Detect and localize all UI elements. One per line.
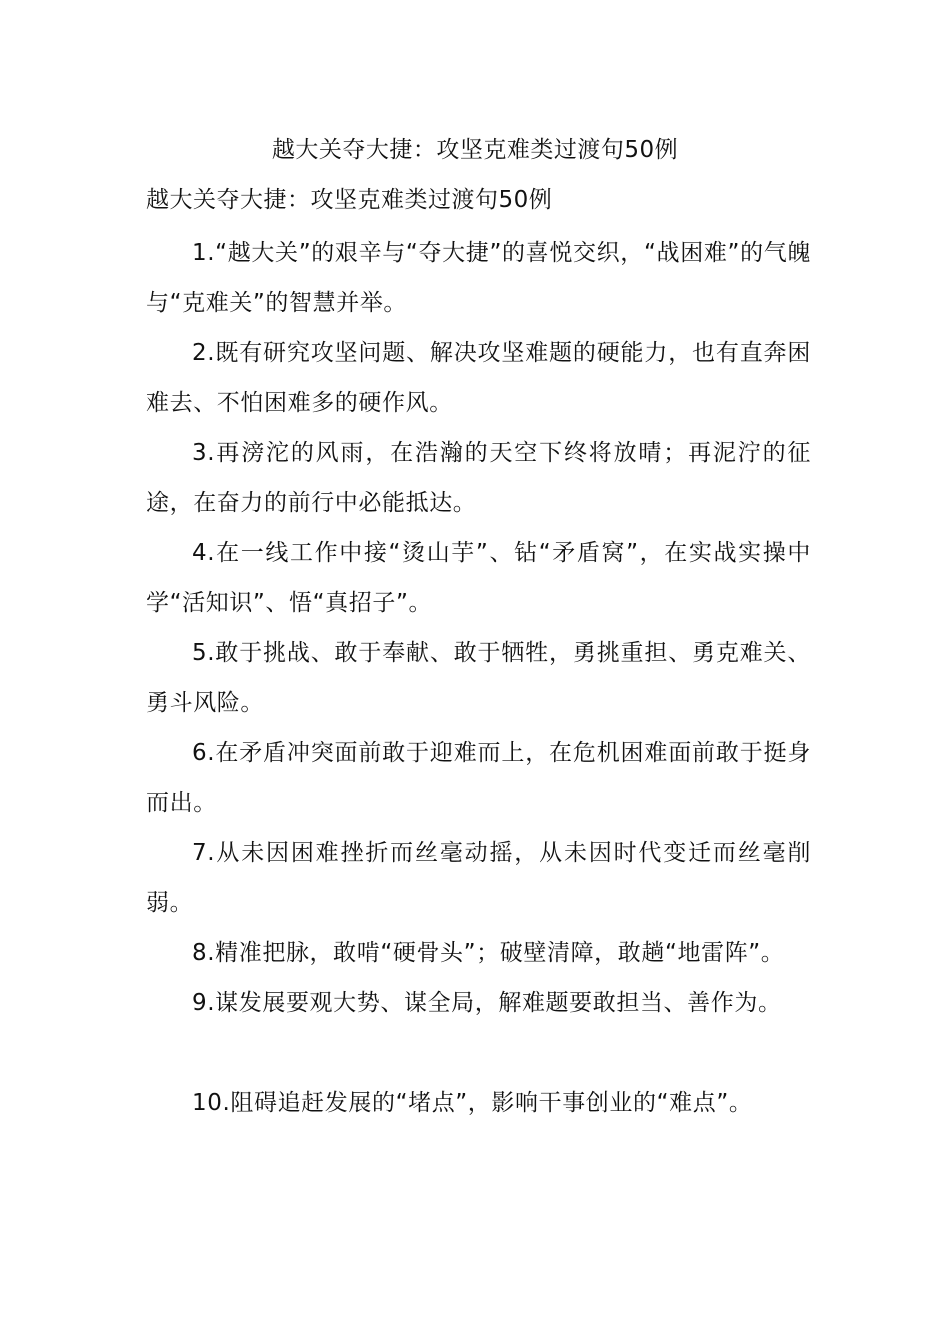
paragraph-4: 4.在一线工作中接“烫山芋”、钻“矛盾窝”，在实战实操中学“活知识”、悟“真招子”。 bbox=[146, 540, 811, 616]
paragraph-1: 1.“越大关”的艰辛与“夺大捷”的喜悦交织，“战困难”的气魄与“克难关”的智慧并举。 bbox=[146, 240, 811, 316]
paragraph-7: 7.从未因困难挫折而丝毫动摇，从未因时代变迁而丝毫削弱。 bbox=[146, 840, 811, 916]
paragraph-6: 6.在矛盾冲突面前敢于迎难而上，在危机困难面前敢于挺身而出。 bbox=[146, 740, 811, 816]
document-subtitle: 越大关夺大捷：攻坚克难类过渡句50例 bbox=[146, 187, 553, 213]
paragraph-9: 9.谋发展要观大势、谋全局，解难题要敢担当、善作为。 bbox=[192, 990, 782, 1016]
document-body bbox=[146, 228, 811, 1128]
paragraph-5: 5.敢于挑战、敢于奉献、敢于牺牲，勇挑重担、勇克难关、勇斗风险。 bbox=[146, 640, 811, 716]
paragraph-3: 3.再滂沱的风雨，在浩瀚的天空下终将放晴；再泥泞的征途，在奋力的前行中必能抵达。 bbox=[146, 440, 811, 516]
document-title: 越大关夺大捷：攻坚克难类过渡句50例 bbox=[271, 137, 679, 163]
paragraph-2: 2.既有研究攻坚问题、解决攻坚难题的硬能力，也有直奔困难去、不怕困难多的硬作风。 bbox=[146, 340, 811, 416]
paragraph-10: 10.阻碍追赶发展的“堵点”，影响干事创业的“难点”。 bbox=[192, 1090, 753, 1116]
paragraph-8: 8.精准把脉，敢啃“硬骨头”；破壁清障，敢趟“地雷阵”。 bbox=[192, 940, 785, 966]
